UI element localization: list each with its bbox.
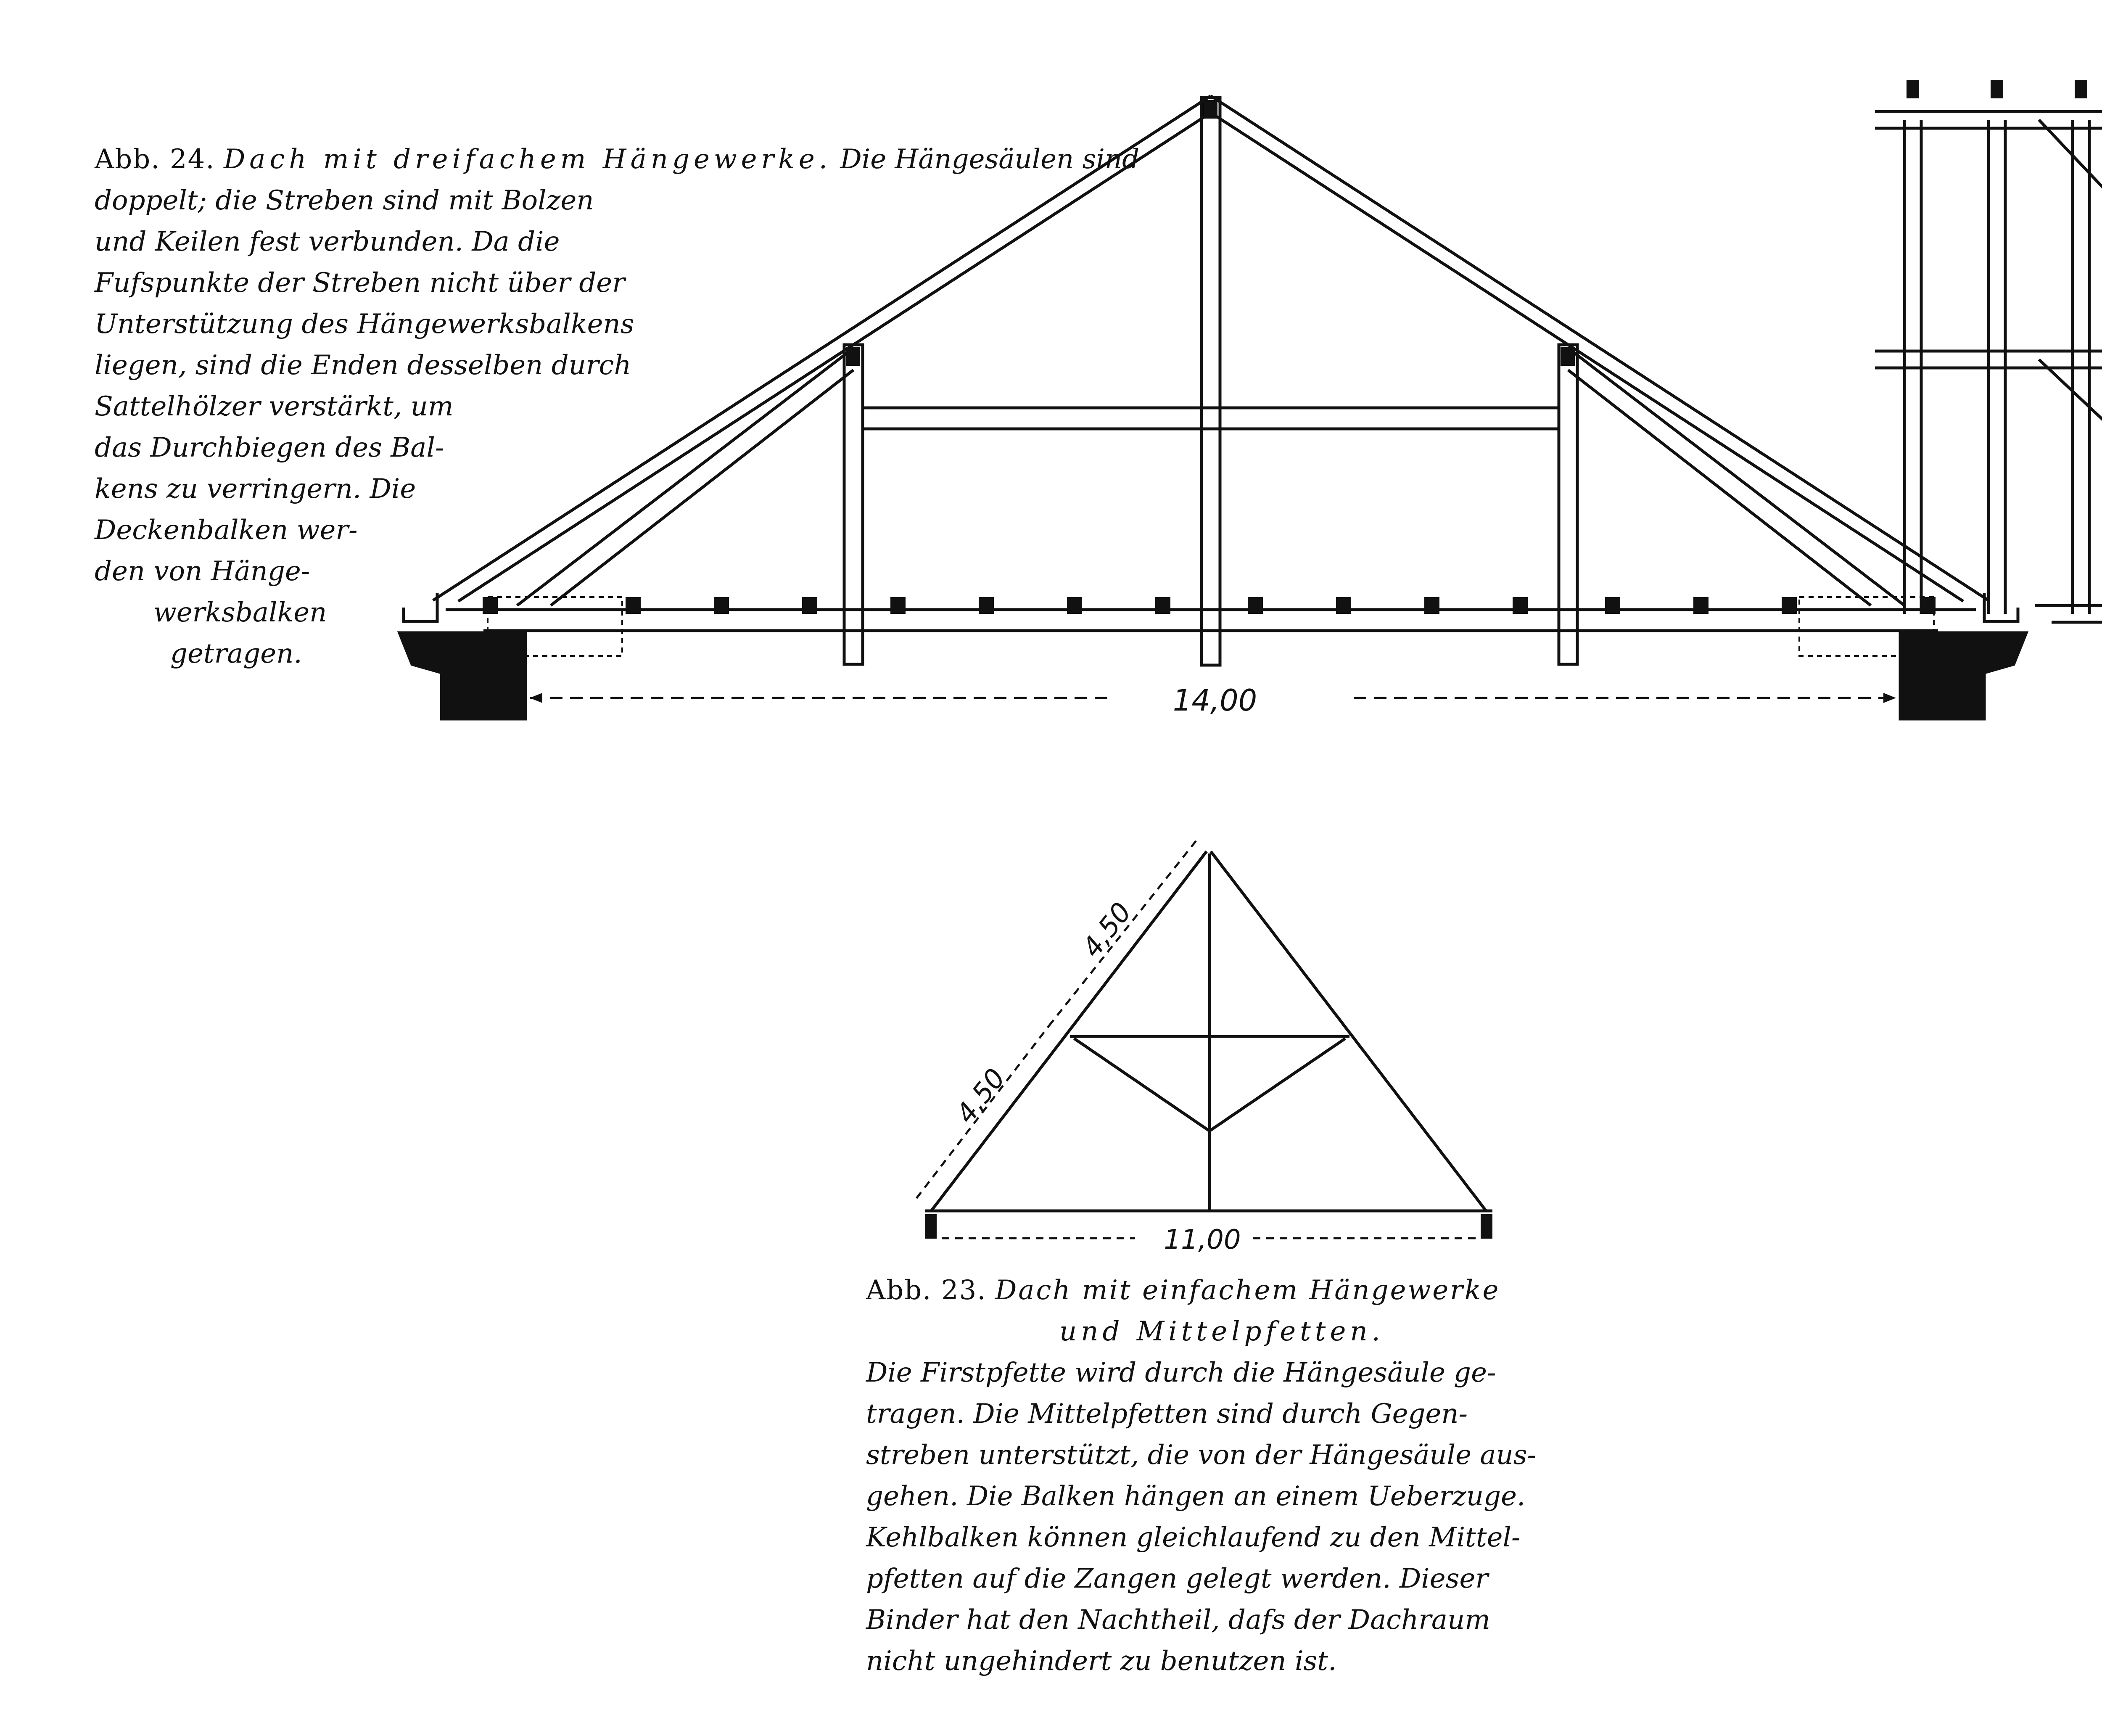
figure23-text-line: Binder hat den Nachtheil, dafs der Dachraum: [866, 1604, 1490, 1636]
struts: [517, 348, 1904, 605]
figure24-label: Abb. 24.: [95, 144, 215, 175]
figure23-text-line: Kehlbalken können gleichlaufend zu den Mittel-: [866, 1522, 1521, 1553]
wall-support-right: [1900, 633, 2026, 719]
wall-support-left: [399, 633, 526, 719]
figure23-text-line: pfetten auf die Zangen gelegt werden. Dieser: [866, 1563, 1488, 1594]
figure23-text-line: streben unterstützt, die von der Hängesäule aus-: [866, 1440, 1537, 1471]
figure24-text-line: liegen, sind die Enden desselben durch: [95, 350, 631, 381]
gutter-left: [404, 593, 437, 621]
figure24-truss-drawing: [399, 96, 2026, 719]
figure24-text-line: getragen.: [170, 638, 302, 669]
figure23-truss-drawing: [925, 851, 1492, 1211]
figure23-title-line2: und Mittelpfetten.: [1059, 1316, 1384, 1347]
figure24-text-line: Sattelhölzer verstärkt, um: [95, 391, 454, 422]
figure24-text-line: Unterstützung des Hängewerksbalkens: [95, 309, 634, 340]
figure23-label: Abb. 23.: [866, 1275, 987, 1306]
figure23-title: Dach mit einfachem Hängewerke: [995, 1275, 1500, 1306]
figure23-dimensions: [916, 841, 1476, 1238]
figure23-text-line: tragen. Die Mittelpfetten sind durch Gegen-: [866, 1398, 1468, 1429]
hanging-posts: [844, 98, 1577, 665]
brace-left: [1074, 1038, 1209, 1131]
left-rafter: [931, 851, 1207, 1211]
figure23-text-line: Die Firstpfette wird durch die Hängesäule ge-: [866, 1357, 1496, 1388]
figure24-plan-drawing: [1875, 111, 2102, 681]
figure24-text-line: Die Hängesäulen sind: [840, 144, 1140, 175]
figure24-text-line: Deckenbalken wer-: [95, 515, 358, 546]
span-dimension-label-fig23: 11,00: [1164, 1224, 1241, 1255]
figure24-text-line: werksbalken: [153, 597, 327, 628]
ceiling-joists: [483, 100, 1936, 614]
figure24-text-line: das Durchbiegen des Bal-: [95, 432, 444, 463]
figure24-title: Dach mit dreifachem Hängewerke.: [223, 144, 832, 175]
figure24-text-line: Fufspunkte der Streben nicht über der: [95, 267, 625, 299]
rafter-dimension-lower: 4,50: [950, 1063, 1012, 1129]
figure24-text-line: kens zu verringern. Die: [95, 473, 416, 505]
tie-beam: [446, 610, 1976, 631]
rafter-dimension-upper: 4,50: [1076, 897, 1138, 963]
rafters: [433, 96, 1988, 601]
figure24-text-line: und Keilen fest verbunden. Da die: [95, 226, 560, 257]
span-dimension-label-fig24: 14,00: [1172, 683, 1257, 718]
right-rafter: [1211, 851, 1486, 1211]
figure24-text-line: den von Hänge-: [95, 556, 310, 587]
straining-beam: [864, 408, 1558, 429]
brace-right: [1209, 1038, 1345, 1131]
figure24-text-line: doppelt; die Streben sind mit Bolzen: [95, 185, 594, 216]
figure23-text-line: gehen. Die Balken hängen an einem Ueberzuge.: [866, 1481, 1526, 1512]
span-dimension-fig24: [530, 683, 1896, 718]
figure23-text-line: nicht ungehindert zu benutzen ist.: [866, 1646, 1337, 1677]
